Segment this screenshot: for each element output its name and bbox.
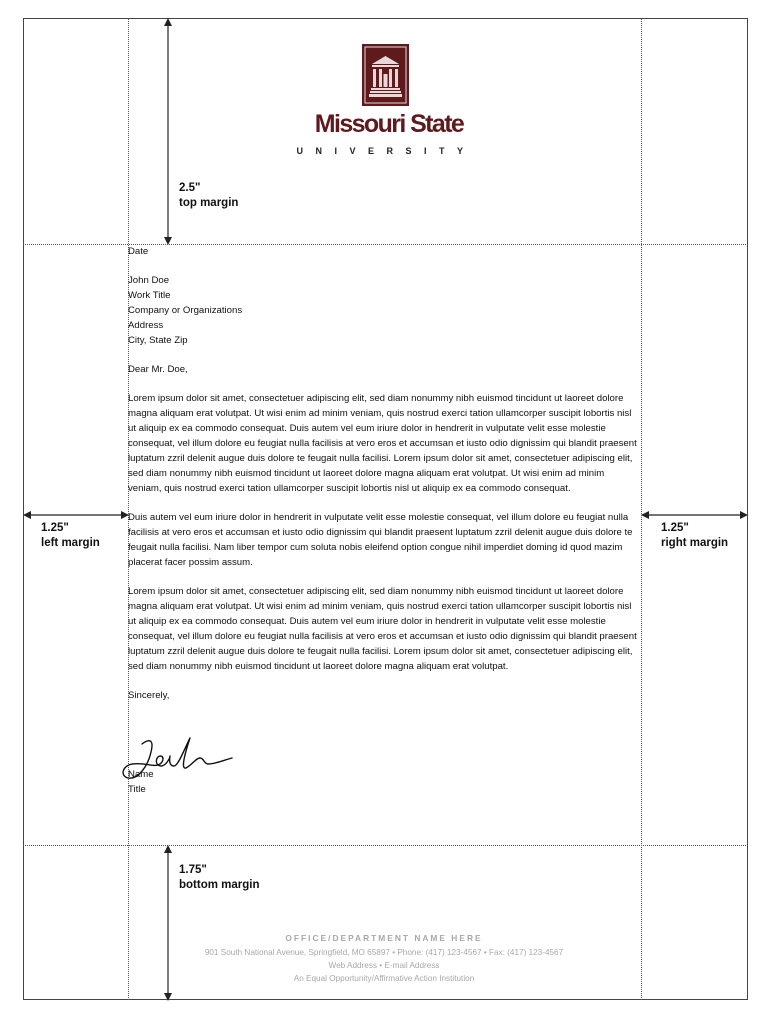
footer-web: Web Address • E-mail Address (328, 961, 440, 970)
recipient-address: Address (128, 320, 164, 331)
top-margin-label (179, 181, 238, 211)
left-margin-arrow (23, 509, 129, 521)
signer-name: Name (128, 769, 154, 780)
bottom-margin-guide (23, 845, 748, 846)
body-paragraph-1: Lorem ipsum dolor sit amet, consectetuer adipiscing elit, sed diam nonummy nibh euismod tincidunt ut laoreet dolore magna aliquam erat volutpat. Ut wisi enim ad minim veniam, quis nostrud exerci tation ullamcorper suscipit lobortis nisl ut aliquip ex ea commodo consequat. Duis autem vel eum iriure dolor in hendrerit in vulputate velit esse molestie consequat, vel illum dolore eu feugiat nulla facilisis at vero eros et accumsan et iusto odio dignissim qui blandit praesent luptatum zzril delenit augue duis dolore te feugait nulla facilisi. Lorem ipsum dolor sit amet, consectetuer adipiscing elit, sed diam nonummy nibh euismod tincidunt ut laoreet dolore magna aliquam erat volutpat. Ut wisi enim ad minim veniam, quis nostrud exerci tation ullamcorper suscipit lobortis nisl ut aliquip ex ea commodo consequat. (128, 393, 637, 494)
top-margin-value: 2.5" (179, 182, 201, 194)
letter-date: Date (128, 246, 149, 257)
footer-department: OFFICE/DEPARTMENT NAME HERE (285, 933, 483, 943)
bottom-margin-label (179, 863, 260, 893)
top-margin-arrow (162, 18, 174, 245)
right-margin-arrow (641, 509, 748, 521)
left-margin-value: 1.25" (41, 522, 69, 534)
salutation: Dear Mr. Doe, (128, 364, 188, 375)
recipient-title: Work Title (128, 290, 171, 301)
footer-contact: 901 South National Avenue, Springfield, MO 65897 • Phone: (417) 123-4567 • Fax: (417) 123-4567 (204, 948, 564, 957)
footer-tagline: An Equal Opportunity/Affirmative Action Institution (293, 974, 475, 983)
letterhead-footer (128, 932, 640, 985)
right-margin-text: right margin (661, 537, 729, 549)
left-margin-text: left margin (41, 537, 100, 549)
bottom-margin-value: 1.75" (179, 864, 207, 876)
recipient-name: John Doe (128, 275, 170, 286)
body-paragraph-2: Duis autem vel eum iriure dolor in hendrerit in vulputate velit esse molestie consequat, vel illum dolore eu feugiat nulla facilisis at vero eros et accumsan et iusto odio dignissim qui blandit praesent luptatum zzril delenit augue duis dolore te feugait nulla facilisi. Nam liber tempor cum soluta nobis eleifend option congue nihil imperdiet doming id quod mazim placerat facer possim assum. (128, 512, 633, 568)
closing: Sincerely, (128, 690, 170, 701)
signer-title: Title (128, 784, 146, 795)
left-margin-label (41, 521, 100, 551)
logo-wordmark: Missouri State (314, 110, 464, 138)
right-margin-label (661, 521, 728, 551)
building-seal-icon (362, 44, 409, 106)
body-paragraph-3: Lorem ipsum dolor sit amet, consectetuer adipiscing elit, sed diam nonummy nibh euismod tincidunt ut laoreet dolore magna aliquam erat volutpat. Ut wisi enim ad minim veniam, quis nostrud exerci tation ullamcorper suscipit lobortis nisl ut aliquip ex ea commodo consequat. Duis autem vel eum iriure dolor in hendrerit in vulputate velit esse molestie consequat, vel illum dolore eu feugiat nulla facilisis at vero eros et accumsan et iusto odio dignissim qui blandit praesent luptatum zzril delenit augue duis dolore te feugait nulla facilisi. Lorem ipsum dolor sit amet, consectetuer adipiscing elit, sed diam nonummy nibh euismod tincidunt ut laoreet dolore magna aliquam erat volutpat. (128, 586, 637, 672)
letter-body (128, 244, 640, 797)
recipient-city: City, State Zip (128, 335, 188, 346)
top-margin-text: top margin (179, 197, 239, 209)
university-logo (289, 44, 489, 164)
right-margin-value: 1.25" (661, 522, 689, 534)
handwritten-signature (120, 730, 240, 790)
logo-university: UNIVERSITY (296, 146, 476, 156)
recipient-company: Company or Organizations (128, 305, 243, 316)
bottom-margin-text: bottom margin (179, 879, 260, 891)
